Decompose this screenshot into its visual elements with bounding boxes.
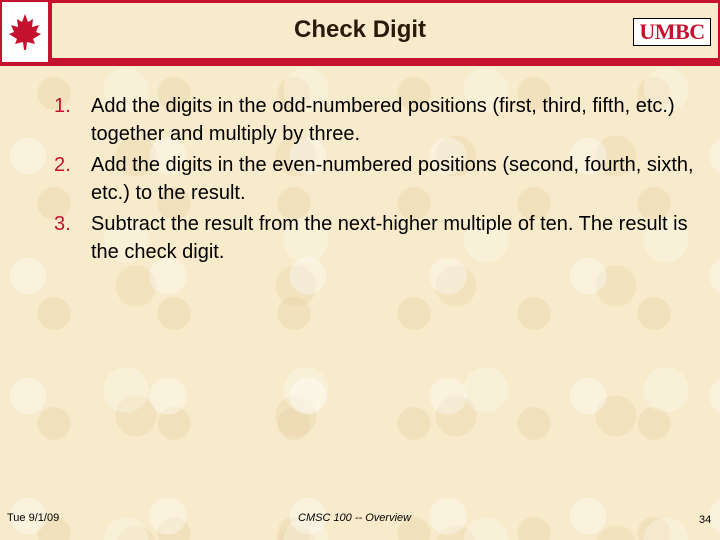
list-item-text: Add the digits in the odd-numbered positions (first, third, fifth, etc.) together and multiply by three. (91, 95, 675, 145)
list-item-text: Subtract the result from the next-higher multiple of ten. The result is the check digit. (91, 213, 688, 263)
list-item-number: 2. (54, 154, 71, 176)
page-number: 34 (699, 514, 712, 526)
list-item-number: 3. (54, 213, 71, 235)
footer-course: CMSC 100 -- Overview (298, 512, 412, 524)
list-item (54, 210, 694, 266)
list-item (54, 151, 694, 207)
slide-title: Check Digit (293, 16, 427, 43)
list-item-text: Add the digits in the even-numbered positions (second, fourth, sixth, etc.) to the result. (91, 154, 694, 204)
umbc-logo (633, 18, 711, 46)
list-item (54, 92, 694, 148)
footer-date: Tue 9/1/09 (7, 512, 60, 524)
slide-header (0, 0, 720, 66)
list-item-number: 1. (54, 95, 71, 117)
umbc-logo-text: UMBC (639, 19, 705, 44)
numbered-list (54, 92, 694, 269)
